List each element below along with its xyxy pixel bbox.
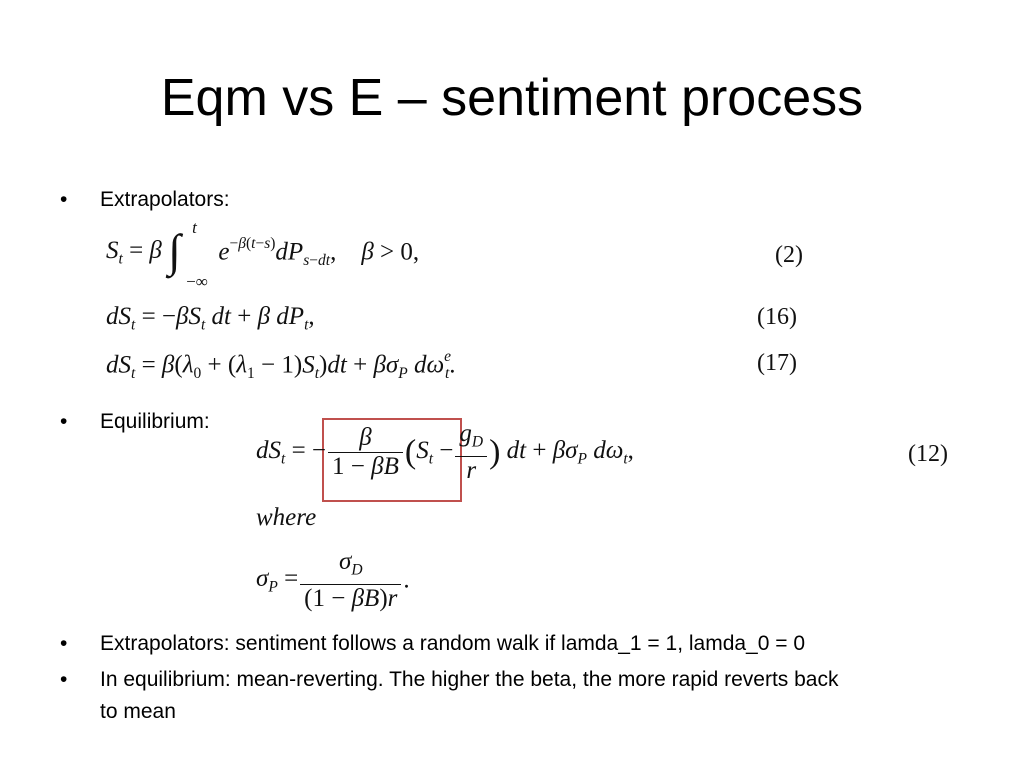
equation-12: $dS_t$ = − $\frac{\beta}{1 - \beta B}$ ($S_t$ − $\frac{g_D}{r}$ ) dt + $\beta\sigma_P$ $d\omega_t$, [256, 420, 634, 485]
equation-17-number: (17) [757, 350, 797, 376]
where-label: where [256, 504, 317, 531]
bullet-text: Extrapolators: sentiment follows a random walk if lamda_1 = 1, lamda_0 = 0 [100, 632, 806, 655]
equation-2-number: (2) [775, 242, 803, 268]
equation-12-number: (12) [908, 441, 948, 467]
bullet-symbol: • [60, 668, 68, 691]
equation-17: $dS_t = \beta(\lambda_0 + (\lambda_1 - 1)S_t)dt + \beta\sigma_P$ $d\omega^e_t$. [106, 348, 456, 383]
bullet-text: In equilibrium: mean-reverting. The higher the beta, the more rapid reverts back [100, 668, 839, 691]
fraction-gd-r: $\frac{g_D}{r}$ [455, 420, 487, 485]
bullet-symbol: • [60, 410, 68, 433]
equation-16-number: (16) [757, 304, 797, 330]
bullet-text: Extrapolators: [100, 188, 230, 211]
bullet-text: Equilibrium: [100, 410, 210, 433]
slide-title: Eqm vs E – sentiment process [160, 69, 864, 127]
equation-sigma-p: $\sigma_P$ = $\frac{\sigma_D}{(1 - \beta B)r}$ . [256, 548, 410, 613]
bullet-text-continued: to mean [100, 700, 176, 723]
equation-16: $dS_t = -\beta S_t$ dt + β $dP_t$, [106, 303, 315, 334]
equation-2: $S_t = \beta$ ∫ t −∞ $e^{-\beta(t-s)}dP_{s-dt}$, β > 0, [106, 218, 420, 291]
bullet-symbol: • [60, 632, 68, 655]
fraction-sigma: $\frac{\sigma_D}{(1 - \beta B)r}$ [300, 548, 401, 613]
fraction-beta: $\frac{\beta}{1 - \beta B}$ [328, 424, 403, 481]
bullet-symbol: • [60, 188, 68, 211]
